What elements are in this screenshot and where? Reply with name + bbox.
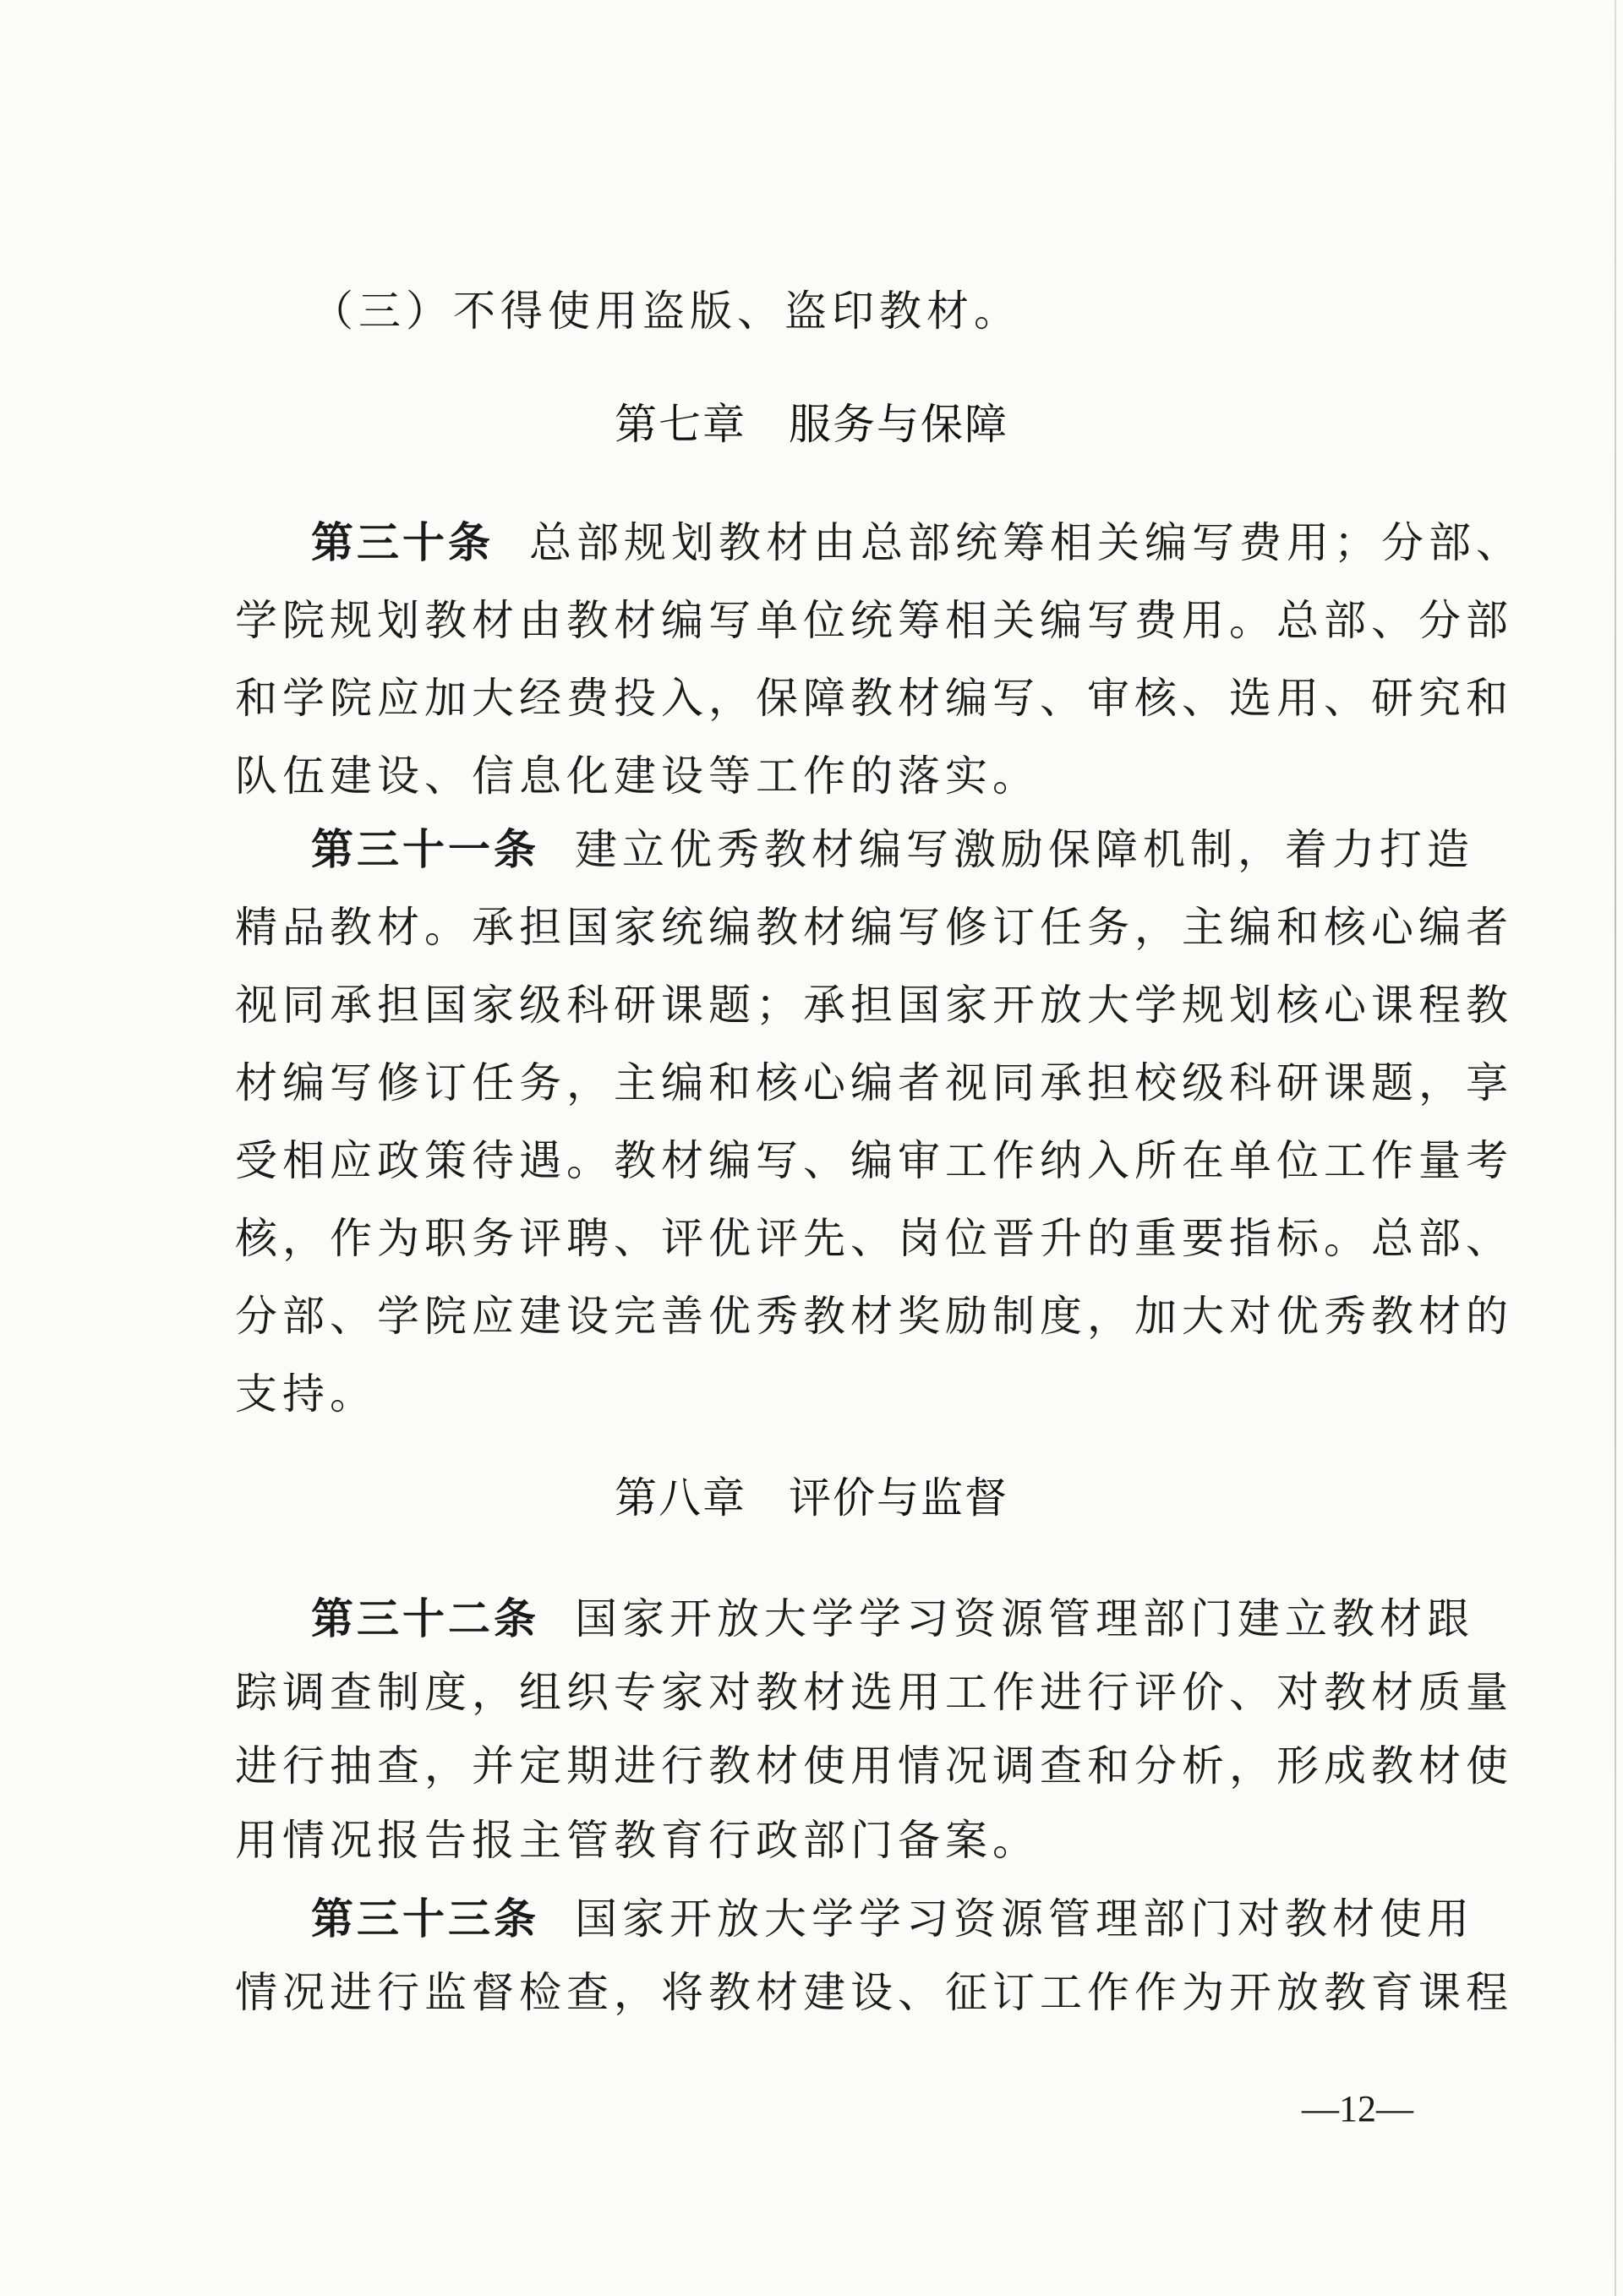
page-number: —12— [1302,2088,1413,2129]
paragraph-text: 分部、学院应建设完善优秀教材奖励制度，加大对优秀教材的 [235,1292,1513,1341]
article-31-line-5 [235,1135,1513,1186]
paragraph-text: 建立优秀教材编写激励保障机制，着力打造 [575,825,1474,874]
article-32-line-1 [235,1594,1474,1644]
article-30-line-1 [235,517,1523,568]
paragraph-text: 队伍建设、信息化建设等工作的落实。 [235,752,1040,801]
paragraph-text: 支持。 [235,1369,377,1419]
paragraph-text: （三）不得使用盗版、盗印教材。 [311,287,1021,336]
paragraph-text: 受相应政策待遇。教材编写、编审工作纳入所在单位工作量考 [235,1136,1513,1185]
article-31-line-3 [235,980,1513,1030]
chapter-7-heading [0,399,1623,450]
paragraph-text: 材编写修订任务，主编和核心编者视同承担校级科研课题，享 [235,1058,1513,1107]
chapter-number: 第七章 [615,400,746,449]
article-31-line-4 [235,1058,1513,1108]
article-31-line-6 [235,1213,1513,1264]
article-30-line-2 [235,595,1513,646]
scan-edge-shadow [1615,0,1616,2296]
paragraph-text: 学院规划教材由教材编写单位统筹相关编写费用。总部、分部 [235,596,1513,645]
paragraph-text: 踪调查制度，组织专家对教材选用工作进行评价、对教材质量 [235,1668,1513,1717]
article-33-label: 第三十三条 [311,1894,539,1943]
chapter-title: 评价与监督 [789,1473,1008,1522]
chapter-number: 第八章 [615,1473,746,1522]
article-31-line-7 [235,1291,1513,1342]
article-32-line-2 [235,1667,1513,1718]
paragraph-text: 视同承担国家级科研课题；承担国家开放大学规划核心课程教 [235,981,1513,1030]
article-33-line-2 [235,1967,1513,2018]
article-32-line-3 [235,1741,1513,1791]
article-31-label: 第三十一条 [311,825,539,874]
paragraph-text: 国家开放大学学习资源管理部门建立教材跟 [575,1594,1474,1643]
paragraph-text: 总部规划教材由总部统筹相关编写费用；分部、 [529,518,1523,567]
paragraph-text: 国家开放大学学习资源管理部门对教材使用 [575,1894,1474,1943]
paragraph-text: 核，作为职务评聘、评优评先、岗位晋升的重要指标。总部、 [235,1214,1513,1263]
paragraph-text: 进行抽查，并定期进行教材使用情况调查和分析，形成教材使 [235,1741,1513,1790]
article-32-line-4 [235,1815,1418,1866]
list-item-3 [311,286,1072,336]
paragraph-text: 用情况报告报主管教育行政部门备案。 [235,1816,1040,1865]
article-33-line-1 [235,1894,1474,1944]
paragraph-text: 精品教材。承担国家统编教材编写修订任务，主编和核心编者 [235,903,1513,952]
article-31-line-2 [235,902,1513,953]
chapter-8-heading [0,1473,1623,1523]
chapter-title: 服务与保障 [789,400,1008,449]
article-32-label: 第三十二条 [311,1594,539,1643]
article-30-line-3 [235,673,1513,724]
paragraph-text: 情况进行监督检查，将教材建设、征订工作作为开放教育课程 [235,1968,1513,2017]
article-30-label: 第三十条 [311,518,494,567]
article-31-line-8 [235,1369,1418,1419]
article-30-line-4 [235,751,1418,801]
paragraph-text: 和学院应加大经费投入，保障教材编写、审核、选用、研究和 [235,674,1513,723]
article-31-line-1 [235,824,1474,875]
